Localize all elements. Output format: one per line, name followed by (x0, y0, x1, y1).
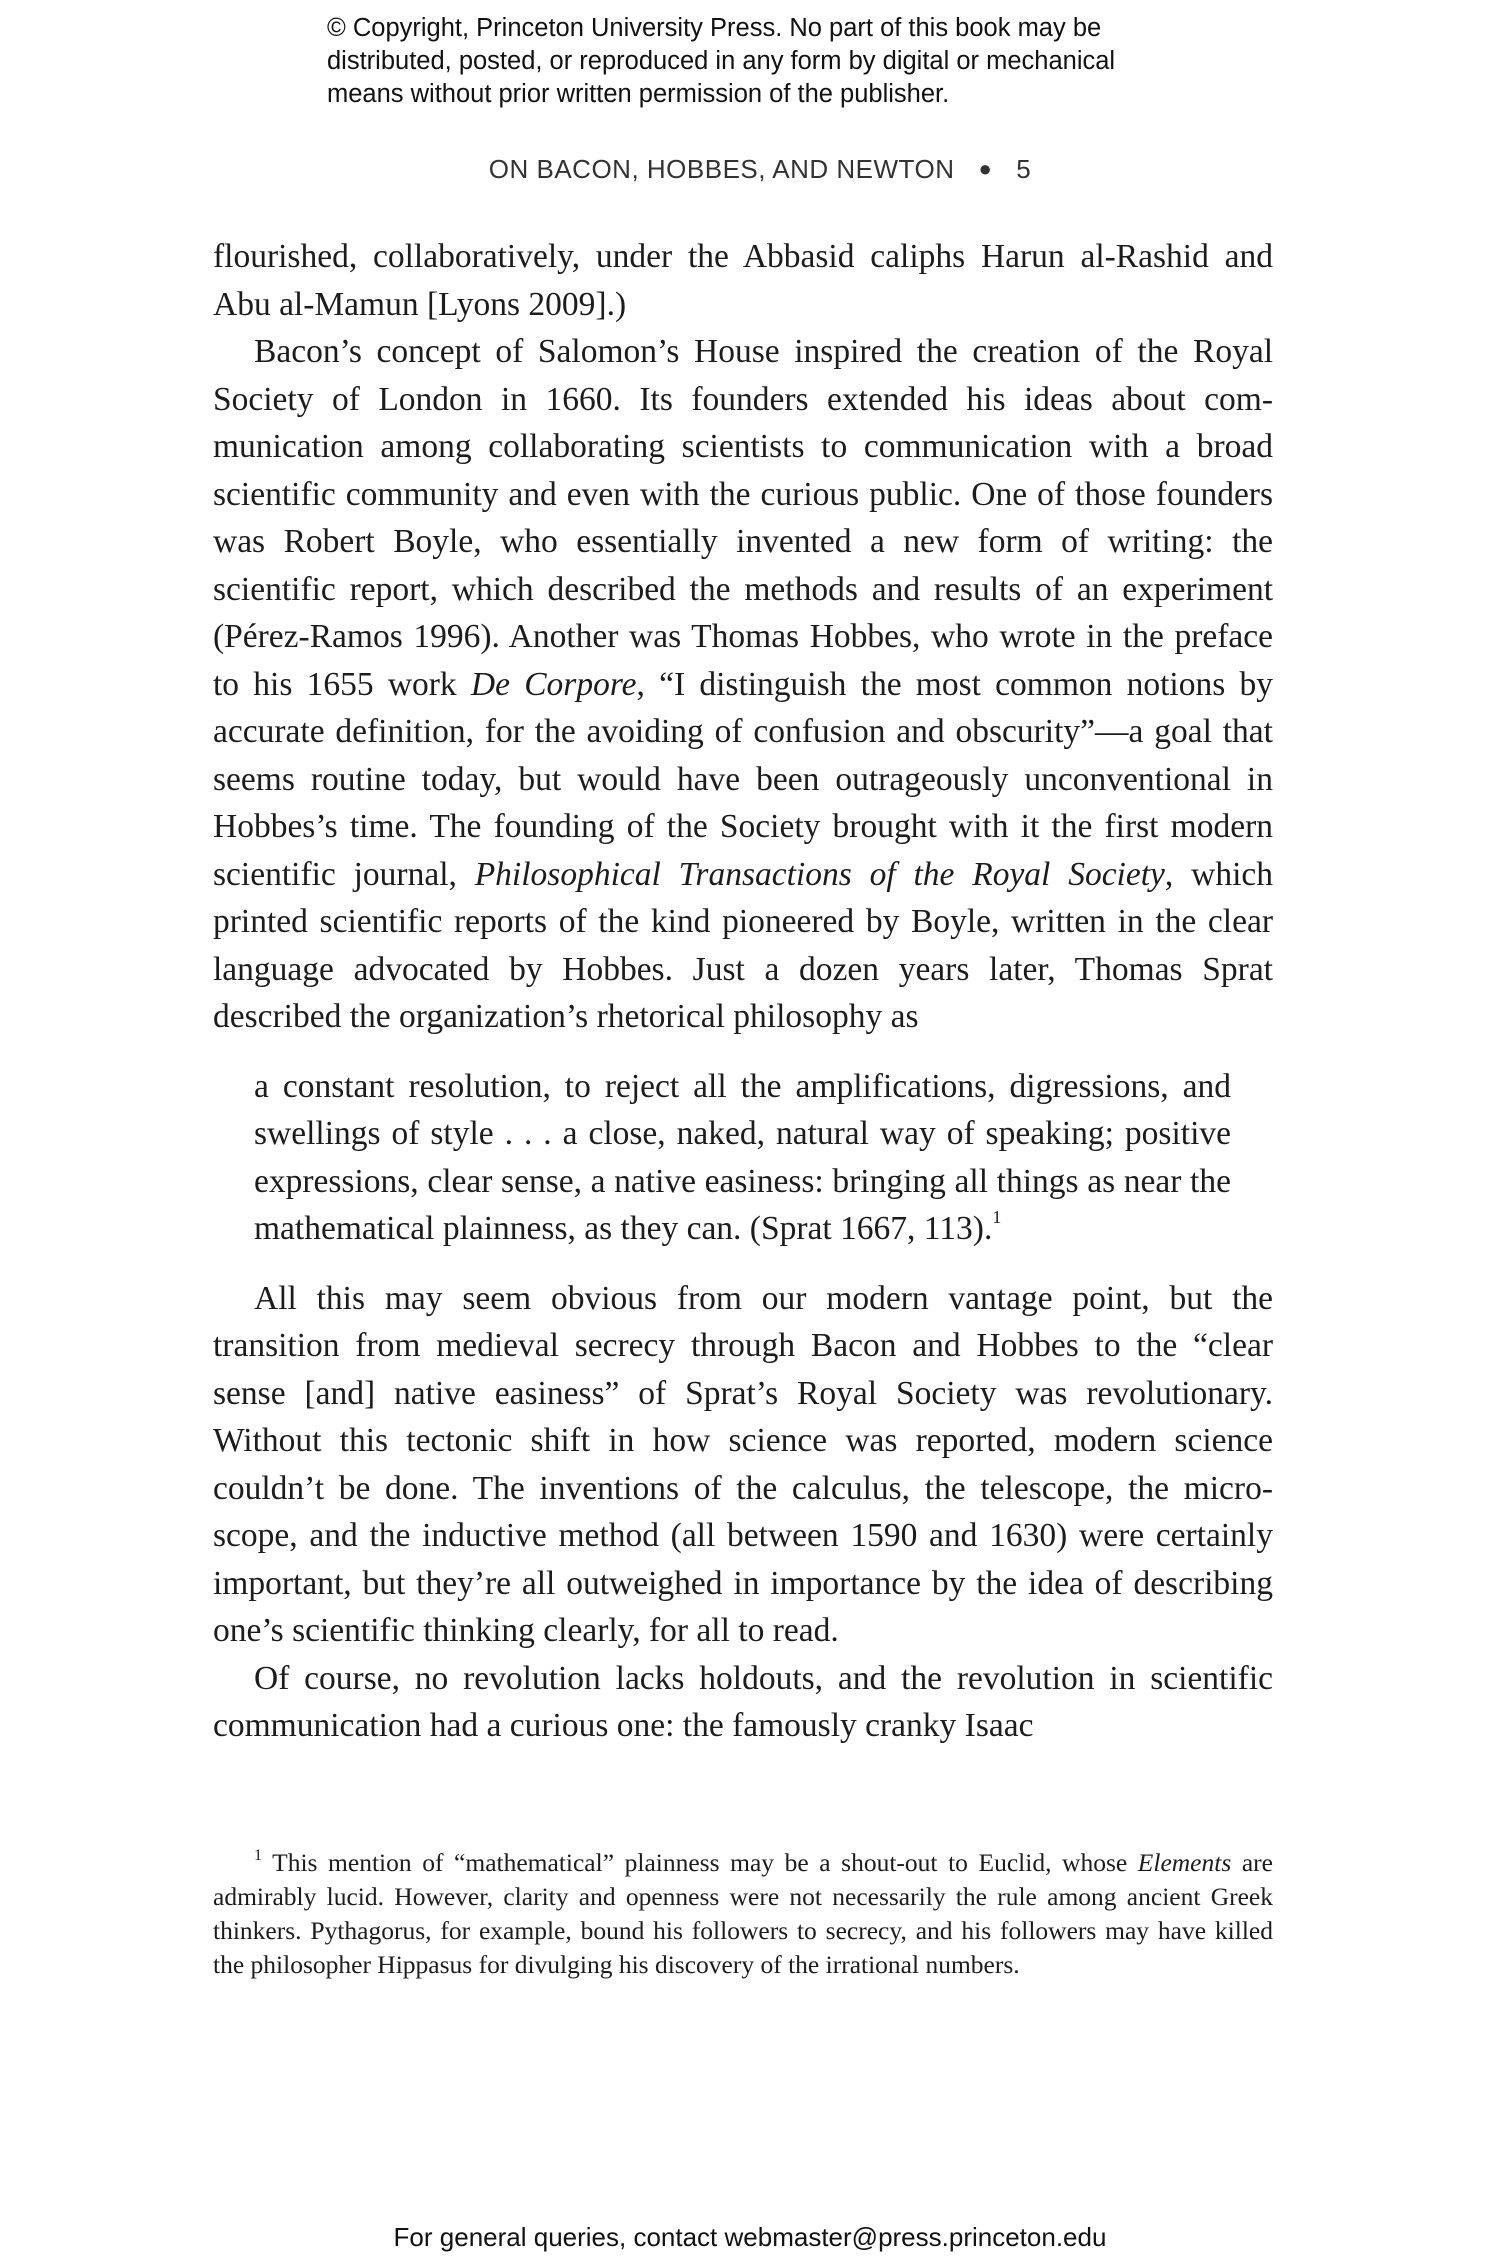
paragraph-4: Of course, no revolution lacks holdouts, and the revolution in scientific communication had a curious one: the famously cranky Isaac (213, 1659, 1273, 1744)
contact-email-link[interactable]: webmaster@press.princeton.edu (724, 2222, 1107, 2252)
footnote-number: 1 (254, 1846, 262, 1864)
footer-prefix: For general queries, contact (393, 2222, 725, 2252)
block-quote (254, 1063, 1231, 1253)
paragraph-2-part-b: , “I distinguish the most common notions by accurate definition, for the avoiding of confusion and obscurity”—a goal that seems routine today, but would have been outrageously unconventional in Hobbes’s time. The founding of the Society brought with it the first modern scientific journal, (213, 665, 1274, 893)
paragraph-2-part-a: Bacon’s concept of Salomon’s House inspired the creation of the Royal Society of London in 1660. Its founders extended his ideas about communication among collaborating scientists to communication with a broad scientific community and even with the curious public. One of those founders was Robert Boyle, who essentially invented a new form of writing: the scientific report, which described the methods and results of an experiment (Pérez-Ramos 1996). Another was Thomas Hobbes, who wrote in the preface to his 1655 work (213, 333, 1273, 703)
footnote-reference[interactable]: 1 (992, 1206, 1002, 1227)
block-quote-text: a constant resolution, to reject all the amplifications, digressions, and swellings of style . . . a close, naked, natural way of speaking; positive expressions, clear sense, a native easiness: bringing all things as near the mathematical plainness, as they can. (Sprat 1667, 113). (254, 1067, 1231, 1247)
footnote (213, 1846, 1273, 1982)
footnote-text-b: are admirably lucid. However, clarity and openness were not necessarily the rule among ancient Greek thinkers. Pythagorus, for example, bound his followers to secrecy, and his followers may have killed the philosopher Hippasus for divulging his discovery of the irrational numbers. (213, 1848, 1273, 1979)
copyright-line-3: means without prior written permission of the publisher. (327, 80, 950, 108)
paragraph-2-part-c: , which printed scientific reports of the kind pioneered by Boyle, written in the clear language advocated by Hobbes. Just a dozen years later, Thomas Sprat described the organization’s rhetorical philosophy as (213, 855, 1273, 1035)
paragraph-1: flourished, collaboratively, under the Abbasid caliphs Harun al-Rashid and Abu al-Mamun [Lyons 2009].) (213, 238, 1273, 323)
footnote-italic-title: Elements (1137, 1848, 1232, 1877)
bullet-separator: ● (978, 156, 993, 181)
copyright-line-2: distributed, posted, or reproduced in any form by digital or mechanical (327, 47, 1116, 75)
footnote-text-a: This mention of “mathematical” plainness may be a shout-out to Euclid, whose (262, 1848, 1138, 1877)
running-head (0, 154, 1500, 185)
body-text (213, 233, 1273, 1750)
running-head-title: ON BACON, HOBBES, AND NEWTON (488, 154, 955, 184)
copyright-line-1: © Copyright, Princeton University Press. No part of this book may be (327, 14, 1102, 42)
journal-title: Philosophical Transactions of the Royal Society (474, 855, 1165, 893)
footer (0, 2222, 1500, 2253)
book-title-de-corpore: De Corpore (470, 665, 637, 703)
paragraph-3: All this may seem obvious from our modern vantage point, but the transition from medieval secrecy through Bacon and Hobbes to the “clear sense [and] native easiness” of Sprat’s Royal Society was revolutionary. Without this tectonic shift in how science was reported, modern science couldn’t be done. The inventions of the calculus, the telescope, the microscope, and the inductive method (all between 1590 and 1630) were certainly important, but they’re all outweighed in importance by the idea of describing one’s scientific thinking clearly, for all to read. (213, 1279, 1273, 1649)
copyright-notice (327, 12, 1227, 111)
page-number: 5 (1016, 154, 1032, 184)
paragraph-2 (213, 328, 1273, 1041)
